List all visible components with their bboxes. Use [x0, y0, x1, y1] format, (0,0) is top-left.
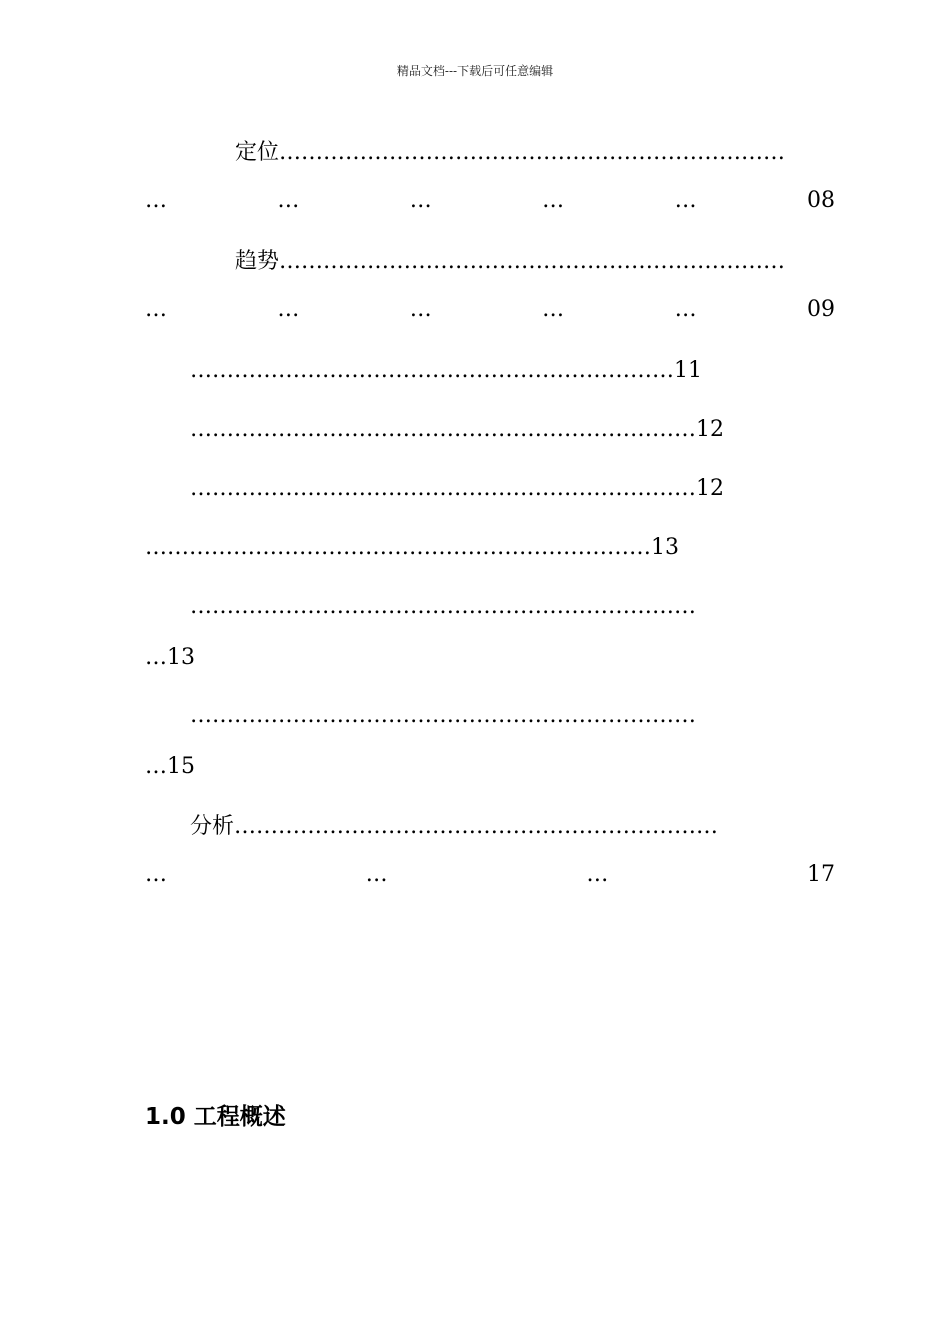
toc-leader-dots: …: [542, 297, 565, 322]
toc-leader: ……………………………………………………………: [279, 249, 786, 274]
toc-leader: …………………………………………………………: [234, 814, 719, 839]
toc-entry-1-continuation: [145, 186, 835, 216]
toc-entry-3: [190, 356, 702, 386]
toc-entry-2: [235, 247, 785, 277]
toc-leader-dots: …: [277, 297, 300, 322]
toc-entry-8-continuation: [145, 752, 195, 782]
toc-leader-dots: …: [674, 297, 697, 322]
section-heading: 1.0 工程概述: [145, 1104, 286, 1130]
toc-entry-9-continuation: [145, 860, 835, 890]
toc-entry-5: [190, 474, 724, 504]
toc-leader: ……………………………………………………………: [190, 417, 696, 442]
toc-leader-dots: …: [145, 297, 167, 322]
toc-leader: ……………………………………………………………: [190, 594, 696, 619]
toc-leader-dots: …: [145, 188, 167, 213]
toc-page-number: 12: [696, 417, 724, 442]
toc-entry-7-continuation: [145, 643, 195, 673]
toc-leader-dots: …: [145, 645, 167, 670]
toc-leader-dots: …: [586, 862, 609, 887]
toc-entry-1: [235, 138, 785, 168]
toc-leader: …………………………………………………………: [190, 358, 674, 383]
toc-leader-dots: …: [542, 188, 565, 213]
toc-leader-dots: …: [409, 188, 432, 213]
toc-entry-8: [190, 701, 696, 731]
toc-page-number: 08: [806, 188, 835, 213]
toc-leader-dots: …: [674, 188, 697, 213]
toc-label: 分析: [190, 814, 235, 839]
page-header: 精品文档---下载后可任意编辑: [396, 64, 554, 78]
toc-leader: ……………………………………………………………: [190, 703, 696, 728]
toc-leader: ……………………………………………………………: [145, 535, 651, 560]
toc-leader-dots: …: [365, 862, 388, 887]
toc-entry-4: [190, 415, 724, 445]
toc-entry-9: [190, 812, 718, 842]
toc-leader-dots: …: [409, 297, 432, 322]
toc-page-number: 13: [651, 535, 679, 560]
toc-entry-6: [145, 533, 679, 563]
toc-page-number: 09: [806, 297, 835, 322]
toc-leader: ……………………………………………………………: [279, 140, 786, 165]
toc-label: 趋势: [235, 249, 280, 274]
toc-page-number: 11: [674, 358, 702, 383]
toc-label: 定位: [235, 140, 280, 165]
toc-leader: ……………………………………………………………: [190, 476, 696, 501]
toc-page-number: 13: [167, 645, 195, 670]
toc-leader-dots: …: [145, 862, 167, 887]
toc-entry-2-continuation: [145, 295, 835, 325]
toc-page-number: 12: [696, 476, 724, 501]
toc-leader-dots: …: [145, 754, 167, 779]
toc-entry-7: [190, 592, 696, 622]
toc-leader-dots: …: [277, 188, 300, 213]
toc-page-number: 17: [806, 862, 835, 887]
toc-page-number: 15: [167, 754, 195, 779]
